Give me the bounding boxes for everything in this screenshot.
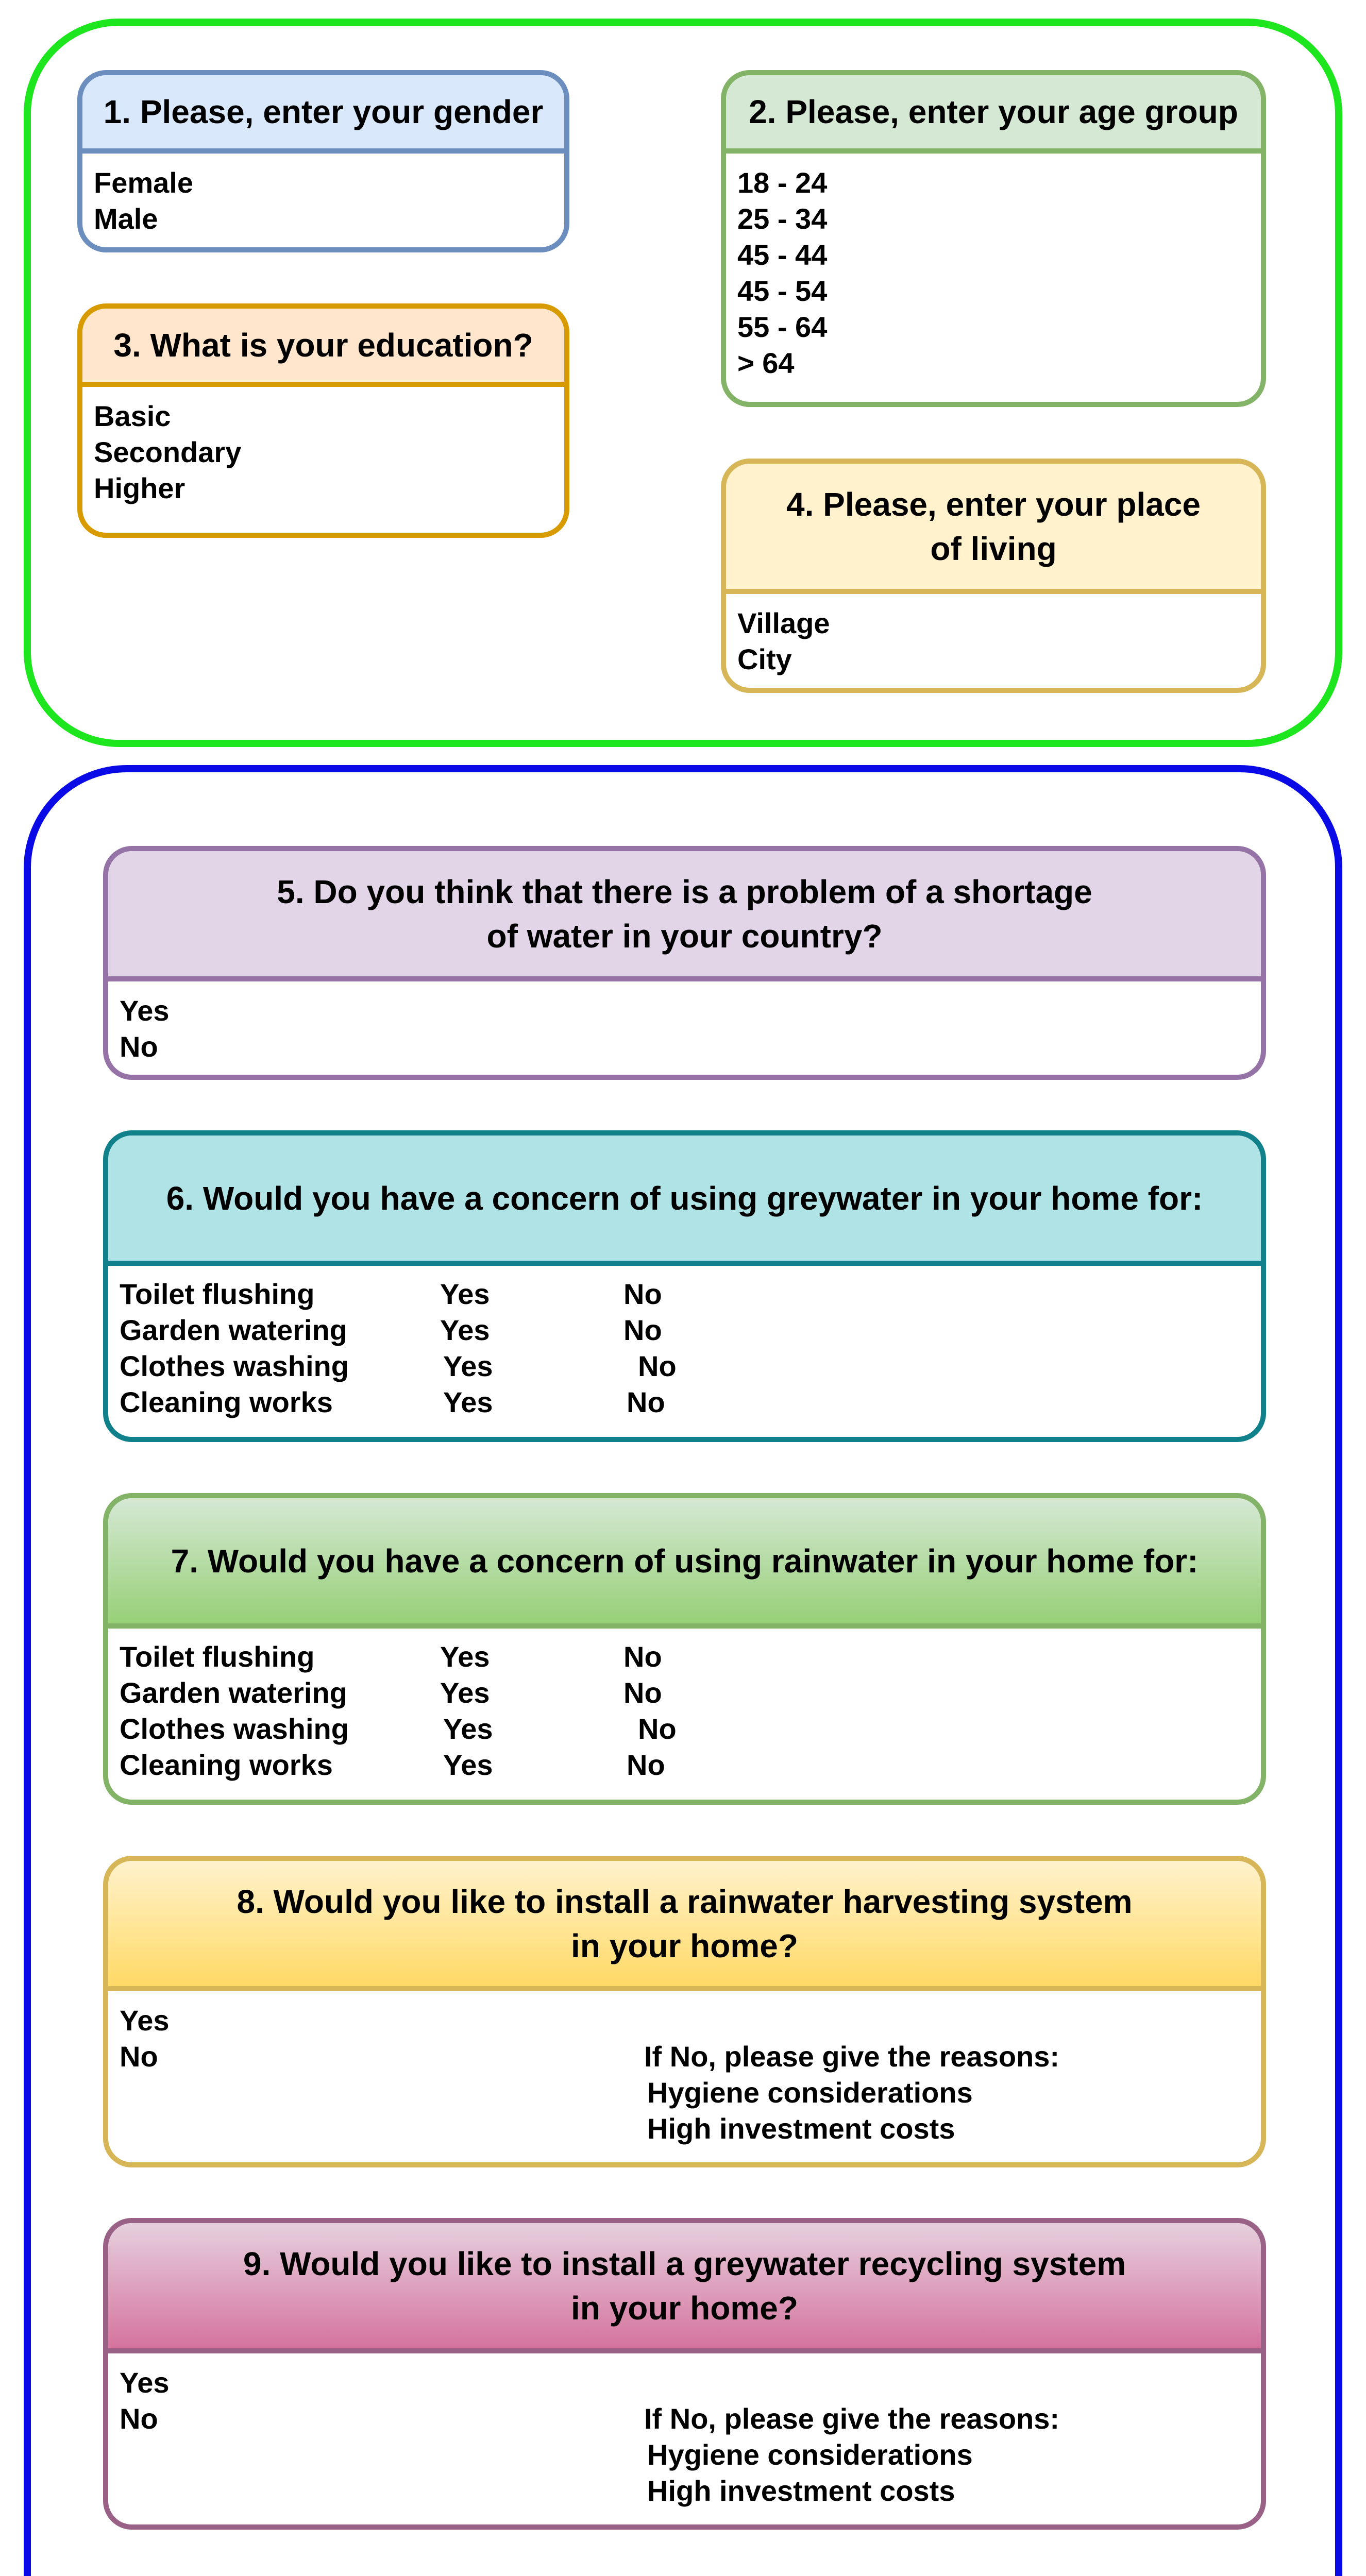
question-7-title-line: 7. Would you have a concern of using rainwater in your home for: [171,1542,1199,1580]
option-village[interactable]: Village [737,607,830,639]
no-option[interactable]: No [623,1278,662,1310]
reason-hygiene-considerations[interactable]: Hygiene considerations [647,2076,973,2109]
reason-high-investment-costs[interactable]: High investment costs [647,2112,955,2145]
yes-option[interactable]: Yes [443,1749,493,1781]
question-5-title-line-1: 5. Do you think that there is a problem of a shortage [277,873,1092,910]
question-8-title [108,1861,1261,1991]
question-2-title [726,75,1261,154]
option-yes[interactable]: Yes [120,2366,170,2399]
usage-row-garden-watering [120,1675,1261,1711]
question-3-title-line: 3. What is your education? [113,327,533,364]
usage-label: Toilet flushing [120,1640,315,1673]
yes-option[interactable]: Yes [440,1314,490,1346]
usage-label: Toilet flushing [120,1278,315,1310]
question-4-options [726,594,1261,677]
question-3-card [77,303,569,538]
usage-row-clothes-washing [120,1711,1261,1747]
option-no[interactable]: No [120,1030,158,1063]
reasons-prompt: If No, please give the reasons: [644,2040,1060,2073]
no-option[interactable]: No [623,1640,662,1673]
question-3-title [82,309,564,387]
question-8-title-line-2: in your home? [571,1927,798,1964]
no-option[interactable]: No [638,1713,677,1745]
question-8-title-line-1: 8. Would you like to install a rainwater harvesting system [237,1883,1133,1920]
question-9-card [103,2218,1266,2530]
option-secondary[interactable]: Secondary [94,436,242,468]
yes-option[interactable]: Yes [443,1713,493,1745]
option-female[interactable]: Female [94,166,193,199]
option-age-55-64[interactable]: 55 - 64 [737,311,828,343]
question-7-title [108,1498,1261,1629]
question-1-title [82,75,564,154]
question-4-title-line-1: 4. Please, enter your place [786,485,1201,523]
option-male[interactable]: Male [94,202,158,235]
usage-row-garden-watering [120,1312,1261,1348]
option-age-over-64[interactable]: > 64 [737,347,795,379]
yes-option[interactable]: Yes [443,1386,493,1418]
option-basic[interactable]: Basic [94,400,171,432]
question-4-title-line-2: of living [930,530,1057,567]
usage-row-toilet-flushing [120,1276,1261,1312]
question-6-title [108,1136,1261,1266]
usage-label: Garden watering [120,1314,347,1346]
option-age-45-44[interactable]: 45 - 44 [737,239,828,271]
reasons-prompt: If No, please give the reasons: [644,2402,1060,2435]
question-2-card [721,70,1266,407]
no-option[interactable]: No [627,1749,665,1781]
option-higher[interactable]: Higher [94,472,185,504]
yes-option[interactable]: Yes [440,1640,490,1673]
option-age-18-24[interactable]: 18 - 24 [737,166,828,199]
question-5-title-line-2: of water in your country? [486,917,883,955]
option-no[interactable]: No [120,2402,158,2435]
question-6-usage-table [108,1266,1261,1420]
usage-label: Clothes washing [120,1350,349,1382]
usage-label: Cleaning works [120,1749,333,1781]
usage-label: Cleaning works [120,1386,333,1418]
usage-label: Garden watering [120,1676,347,1709]
question-1-options [82,154,564,237]
usage-row-cleaning-works [120,1384,1261,1420]
question-2-options [726,154,1261,381]
usage-label: Clothes washing [120,1713,349,1745]
question-1-card [77,70,569,252]
option-age-45-54[interactable]: 45 - 54 [737,275,828,307]
yes-option[interactable]: Yes [443,1350,493,1382]
question-9-reasons [644,2401,1059,2509]
question-8-reasons [644,2039,1059,2147]
no-option[interactable]: No [623,1314,662,1346]
question-4-card [721,459,1266,693]
option-city[interactable]: City [737,643,792,675]
reason-hygiene-considerations[interactable]: Hygiene considerations [647,2438,973,2471]
no-option[interactable]: No [623,1676,662,1709]
question-6-title-line: 6. Would you have a concern of using greywater in your home for: [166,1179,1203,1217]
usage-row-cleaning-works [120,1747,1261,1783]
question-1-title-line: 1. Please, enter your gender [103,93,544,130]
question-9-title-line-1: 9. Would you like to install a greywater recycling system [243,2245,1126,2282]
question-2-title-line: 2. Please, enter your age group [749,93,1238,130]
yes-option[interactable]: Yes [440,1278,490,1310]
usage-row-clothes-washing [120,1348,1261,1384]
question-5-card [103,846,1266,1080]
usage-row-toilet-flushing [120,1639,1261,1675]
question-8-card [103,1856,1266,2167]
question-7-card [103,1493,1266,1805]
option-yes[interactable]: Yes [120,994,170,1027]
question-5-title [108,851,1261,981]
option-age-25-34[interactable]: 25 - 34 [737,202,828,235]
question-9-options [108,2353,1261,2530]
no-option[interactable]: No [638,1350,677,1382]
option-no[interactable]: No [120,2040,158,2073]
no-option[interactable]: No [627,1386,665,1418]
question-4-title [726,464,1261,594]
question-7-usage-table [108,1629,1261,1783]
question-5-options [108,981,1261,1065]
yes-option[interactable]: Yes [440,1676,490,1709]
question-6-card [103,1130,1266,1442]
option-yes[interactable]: Yes [120,2004,170,2037]
question-9-title-line-2: in your home? [571,2289,798,2327]
question-3-options [82,387,564,506]
question-9-title [108,2223,1261,2353]
question-8-options [108,1991,1261,2167]
reason-high-investment-costs[interactable]: High investment costs [647,2475,955,2507]
